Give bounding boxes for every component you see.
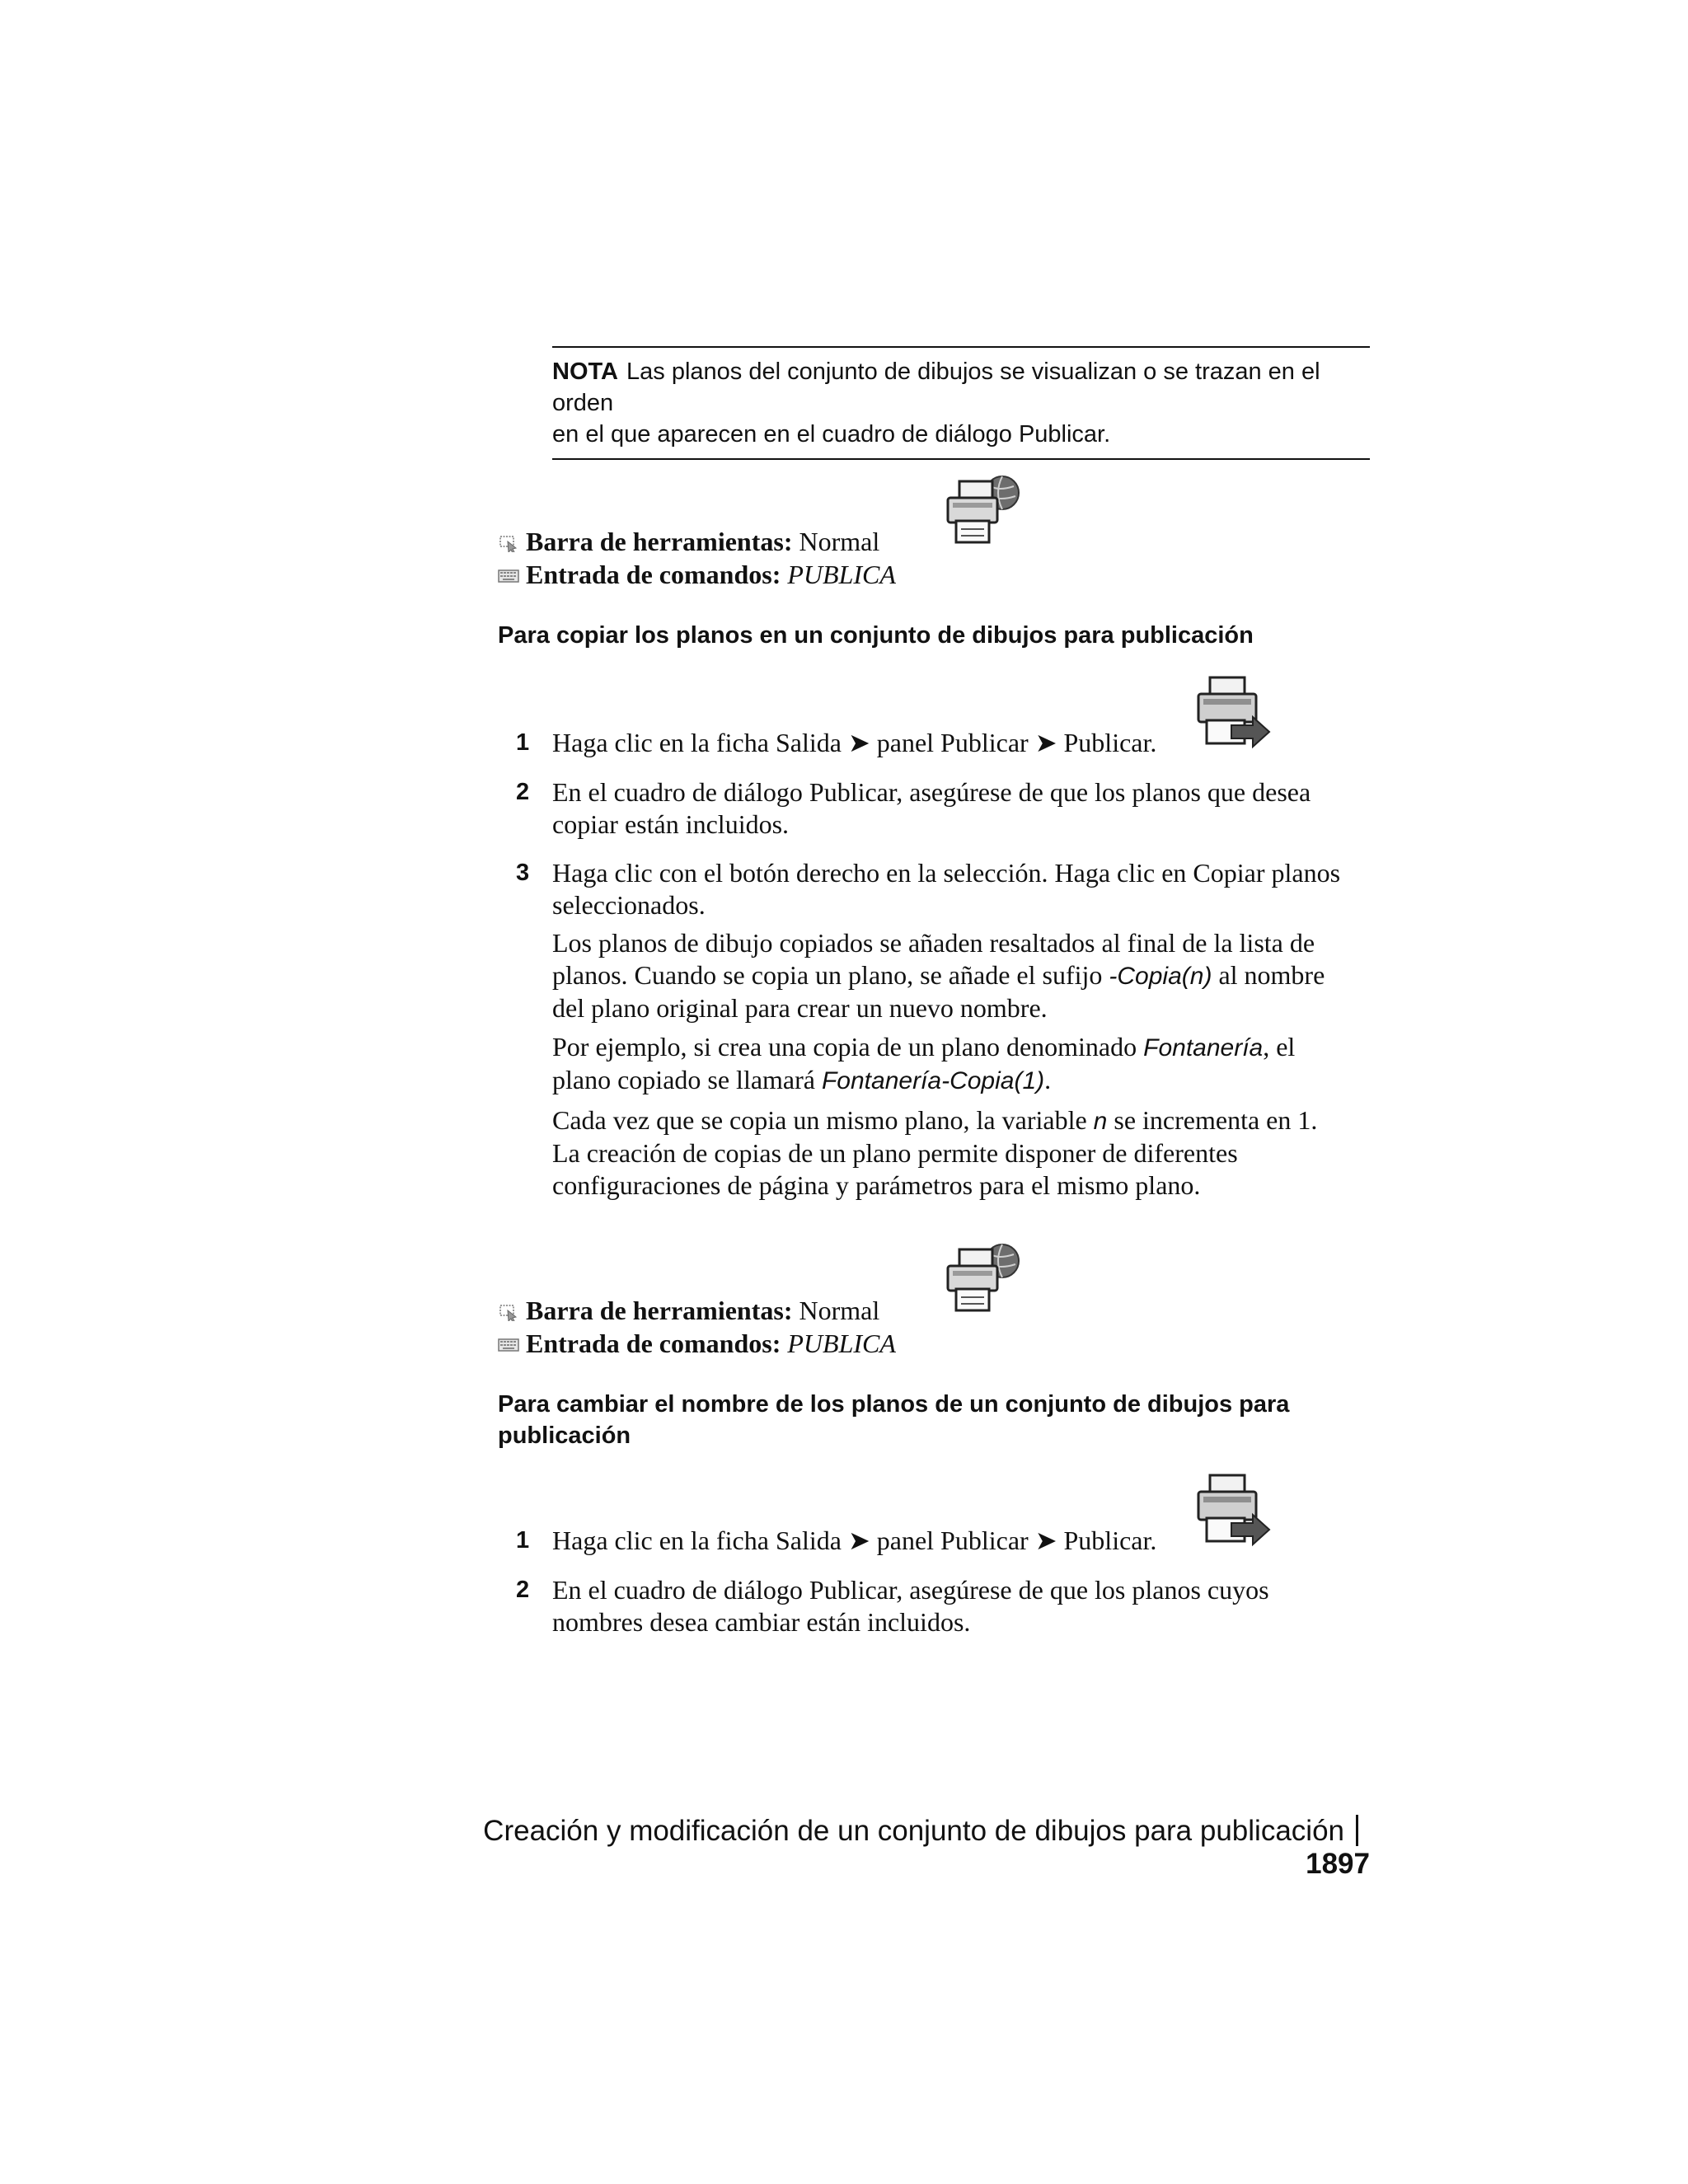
note-line2: en el que aparecen en el cuadro de diálogo Publicar. xyxy=(552,421,1111,448)
para-line: La creación de copias de un plano permite disponer de diferentes xyxy=(552,1138,1238,1168)
keyboard-icon xyxy=(498,567,519,585)
paragraph-example xyxy=(552,1031,1393,1097)
para-line: del plano original para crear un nuevo nombre. xyxy=(552,993,1048,1023)
note-line1: Las planos del conjunto de dibujos se visualizan o se trazan en el orden xyxy=(552,359,1320,416)
step-text xyxy=(552,1574,1376,1638)
step-line: seleccionados. xyxy=(552,890,706,920)
step-line: copiar están incluidos. xyxy=(552,809,790,839)
footer-divider xyxy=(1356,1815,1358,1846)
step-1 xyxy=(516,1525,1423,1558)
step-text xyxy=(552,857,1376,921)
step-number: 2 xyxy=(516,1577,530,1603)
para-line: configuraciones de página y parámetros para el mismo plano. xyxy=(552,1170,1201,1200)
step-2 xyxy=(516,776,1423,842)
page-number: 1897 xyxy=(1306,1848,1370,1880)
note-bottom-rule xyxy=(552,458,1370,460)
page-footer xyxy=(458,1815,1370,1881)
command-value: PUBLICA xyxy=(787,1329,896,1358)
para-line: plano copiado se llamará xyxy=(552,1065,822,1094)
paragraph-variable-n xyxy=(552,1104,1393,1202)
step-number: 3 xyxy=(516,860,530,886)
step-text xyxy=(552,776,1376,841)
toolbar-label: Barra de herramientas: xyxy=(526,1296,793,1325)
publish-printer-globe-icon xyxy=(945,1243,1024,1317)
note-box xyxy=(552,346,1370,460)
procedure-title-1: Para copiar los planos en un conjunto de dibujos para publicación xyxy=(498,622,1254,649)
para-line: al nombre xyxy=(1212,960,1325,990)
title-line: Para cambiar el nombre de los planos de un conjunto de dibujos para xyxy=(498,1391,1290,1418)
toolbar-line-2 xyxy=(498,1294,879,1327)
step-2 xyxy=(516,1574,1423,1640)
step-1 xyxy=(516,727,1423,760)
example-copy-name: Fontanería-Copia(1) xyxy=(821,1067,1045,1094)
step-line: Haga clic con el botón derecho en la selección. Haga clic en Copiar planos xyxy=(552,858,1341,888)
para-line: Cada vez que se copia un mismo plano, la variable xyxy=(552,1105,1094,1135)
toolbar-icon xyxy=(498,1303,519,1321)
toolbar-value: Normal xyxy=(799,527,880,556)
footer-title: Creación y modificación de un conjunto de dibujos para publicación xyxy=(483,1815,1344,1847)
note-label: NOTA xyxy=(552,359,619,385)
step-line: nombres desea cambiar están incluidos. xyxy=(552,1607,971,1637)
command-label: Entrada de comandos: xyxy=(526,560,781,589)
paragraph-copied-sheets xyxy=(552,927,1393,1024)
step-number: 1 xyxy=(516,1527,530,1554)
suffix-term: -Copia(n) xyxy=(1109,963,1212,990)
para-line: Los planos de dibujo copiados se añaden resaltados al final de la lista de xyxy=(552,928,1315,958)
para-line: se incrementa en 1. xyxy=(1107,1105,1318,1135)
step-line: En el cuadro de diálogo Publicar, asegúrese de que los planos cuyos xyxy=(552,1575,1269,1605)
example-name: Fontanería xyxy=(1143,1034,1264,1062)
step-text: Haga clic en la ficha Salida ➤ panel Publicar ➤ Publicar. xyxy=(552,728,1157,757)
para-line: Por ejemplo, si crea una copia de un plano denominado xyxy=(552,1032,1144,1062)
step-number: 2 xyxy=(516,779,530,805)
toolbar-line-1 xyxy=(498,525,879,558)
para-line: . xyxy=(1044,1065,1052,1094)
keyboard-icon xyxy=(498,1336,519,1354)
step-line: En el cuadro de diálogo Publicar, asegúrese de que los planos que desea xyxy=(552,777,1311,807)
publish-printer-globe-icon xyxy=(945,475,1024,549)
title-line: publicación xyxy=(498,1422,631,1449)
toolbar-label: Barra de herramientas: xyxy=(526,527,793,556)
command-value: PUBLICA xyxy=(787,560,896,589)
para-line: , el xyxy=(1263,1032,1296,1062)
step-text: Haga clic en la ficha Salida ➤ panel Publicar ➤ Publicar. xyxy=(552,1526,1157,1555)
command-line-2 xyxy=(498,1327,896,1360)
command-line-1 xyxy=(498,558,896,591)
variable-n: n xyxy=(1093,1108,1108,1135)
toolbar-value: Normal xyxy=(799,1296,880,1325)
procedure-title-2 xyxy=(498,1389,1289,1451)
step-number: 1 xyxy=(516,729,530,756)
para-line: planos. Cuando se copia un plano, se añade el sufijo xyxy=(552,960,1109,990)
step-3 xyxy=(516,857,1423,923)
command-label: Entrada de comandos: xyxy=(526,1329,781,1358)
toolbar-icon xyxy=(498,534,519,552)
note-text xyxy=(552,348,1370,458)
